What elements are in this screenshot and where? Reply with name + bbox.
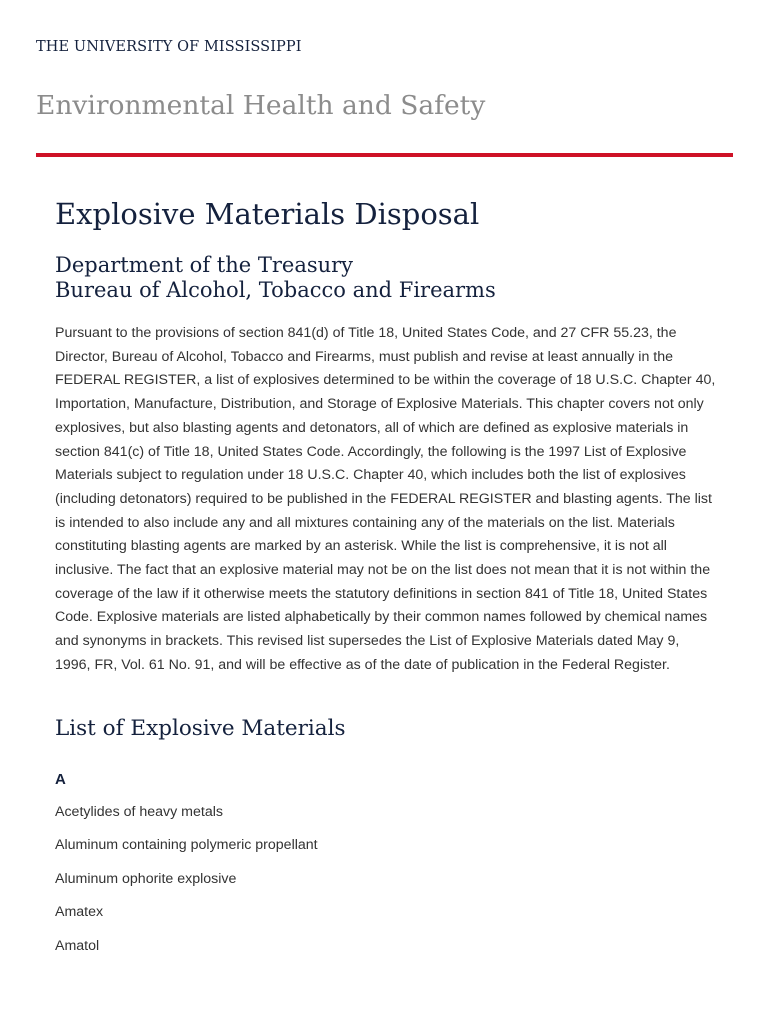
list-heading: List of Explosive Materials: [55, 716, 346, 741]
explosive-materials-list: [55, 802, 318, 969]
department-heading: [55, 253, 496, 303]
list-item: Amatol: [55, 937, 100, 954]
list-item: Aluminum containing polymeric propellant: [55, 837, 318, 854]
department-heading-line1: Department of the Treasury: [55, 253, 354, 277]
university-link[interactable]: THE UNIVERSITY OF MISSISSIPPI: [36, 39, 302, 55]
department-heading-line2: Bureau of Alcohol, Tobacco and Firearms: [55, 278, 496, 302]
list-item: Acetylides of heavy metals: [55, 804, 223, 820]
letter-heading-a: A: [55, 771, 66, 788]
list-item: Amatex: [55, 904, 104, 921]
list-item: Aluminum ophorite explosive: [55, 870, 237, 887]
site-title-link[interactable]: Environmental Health and Safety: [36, 90, 486, 121]
header-divider: [36, 153, 733, 157]
intro-paragraph: Pursuant to the provisions of section 841(d) of Title 18, United States Code, and 27 CFR 55.23, the Director, Bureau of Alcohol, Tobacco and Firearms, must publish and revise at least annually in the FEDERAL REGISTER, a list of explosives determined to be within the coverage of 18 U.S.C. Chapter 40, Importation, Manufacture, Distribution, and Storage of Explosive Materials. This chapter covers not only explosives, but also blasting agents and detonators, all of which are defined as explosive materials in section 841(c) of Title 18, United States Code. Accordingly, the following is the 1997 List of Explosive Materials subject to regulation under 18 U.S.C. Chapter 40, which includes both the list of explosives (including detonators) required to be published in the FEDERAL REGISTER and blasting agents. The list is intended to also include any and all mixtures containing any of the materials on the list. Materials constituting blasting agents are marked by an asterisk. While the list is comprehensive, it is not all inclusive. The fact that an explosive material may not be on the list does not mean that it is not within the coverage of the law if it otherwise meets the statutory definitions in section 841 of Title 18, United States Code. Explosive materials are listed alphabetically by their common names followed by chemical names and synonyms in brackets. This revised list supersedes the List of Explosive Materials dated May 9, 1996, FR, Vol. 61 No. 91, and will be effective as of the date of publication in the Federal Register.: [55, 325, 716, 673]
page-title: Explosive Materials Disposal: [55, 197, 480, 231]
